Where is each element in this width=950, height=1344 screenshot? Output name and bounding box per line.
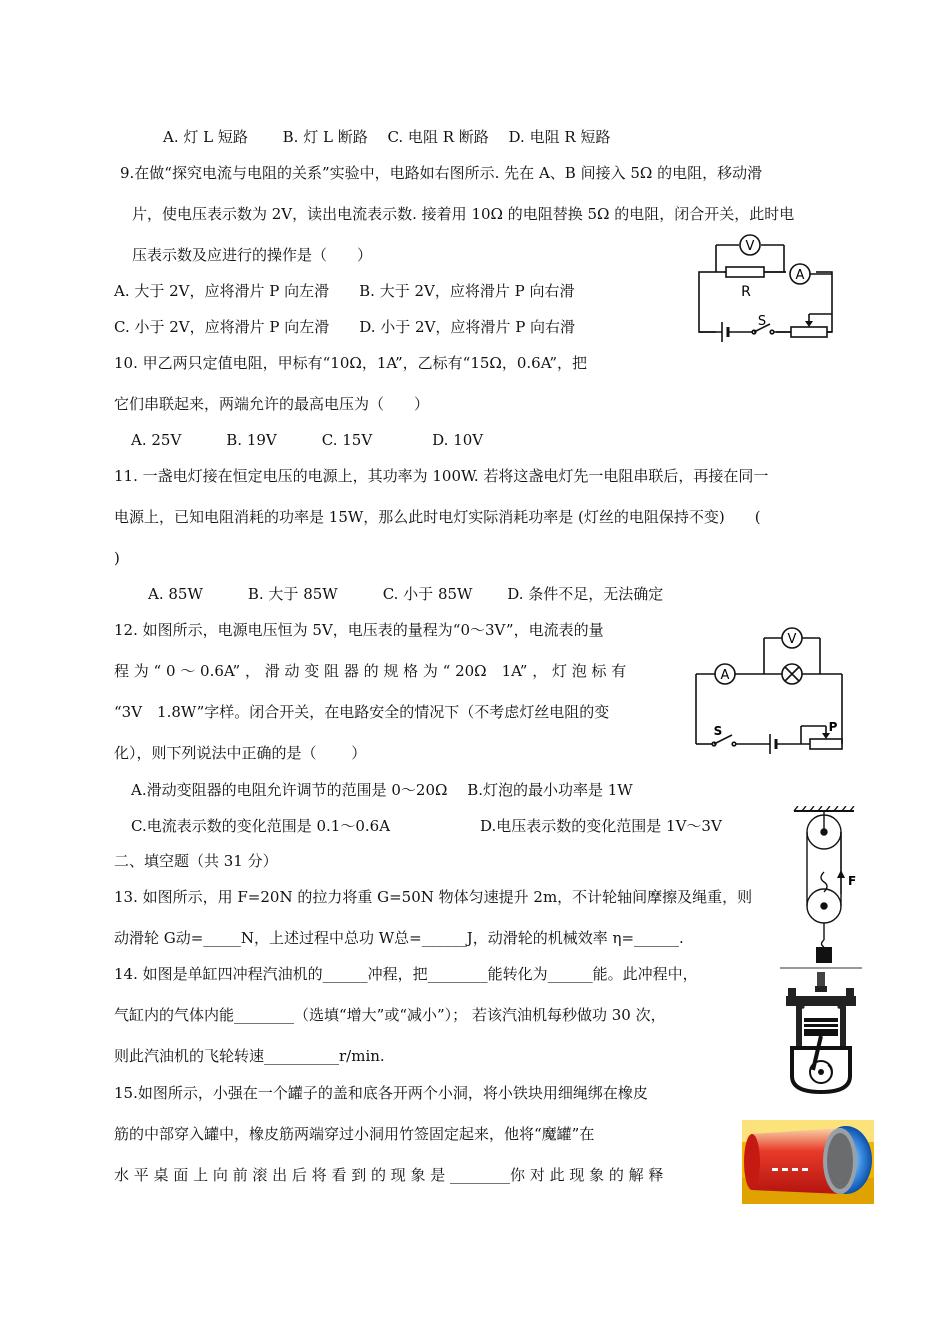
q13-force-label: F xyxy=(848,874,857,888)
q10-options: A. 25V B. 19V C. 15V D. 10V xyxy=(131,431,484,449)
q9-switch-label: S xyxy=(757,314,767,329)
q9-voltmeter-label: V xyxy=(745,239,755,254)
q14-line-2: 气缸内的气体内能________（选填“增大”或“减小”）； 若该汽油机每秒做功 30 次， xyxy=(114,1006,666,1024)
q12-switch-label: S xyxy=(713,724,723,738)
q12-line-1: 12. 如图所示，电源电压恒为 5V，电压表的量程为“0～3V”，电流表的量 xyxy=(114,621,604,639)
q12-ammeter-label: A xyxy=(720,668,730,683)
q12-slider-label: P xyxy=(828,720,838,734)
q9-line-3: 压表示数及应进行的操作是（ ） xyxy=(132,246,373,264)
q12-options-ab: A.滑动变阻器的电阻允许调节的范围是 0～20Ω B.灯泡的最小功率是 1W xyxy=(131,781,633,799)
q12-line-2: 程 为 “ 0 ～ 0.6A” ， 滑 动 变 阻 器 的 规 格 为 “ 20Ω 1A” ， 灯 泡 标 有 xyxy=(114,662,627,680)
q11-line-2: 电源上，已知电阻消耗的功率是 15W，那么此时电灯实际消耗功率是 (灯丝的电阻保持不变) ( xyxy=(114,508,761,526)
q15-line-2: 筋的中部穿入罐中，橡皮筋两端穿过小洞用竹签固定起来，他将“魔罐”在 xyxy=(114,1125,595,1143)
q9-ammeter-label: A xyxy=(795,268,805,283)
q9-circuit-diagram xyxy=(696,234,836,346)
q11-line-1: 11. 一盏电灯接在恒定电压的电源上，其功率为 100W. 若将这盏电灯先一电阻串联后，再接在同一 xyxy=(114,467,769,485)
q10-line-1: 10. 甲乙两只定值电阻，甲标有“10Ω，1A”，乙标有“15Ω，0.6A”，把 xyxy=(114,354,588,372)
q13-line-1: 13. 如图所示，用 F=20N 的拉力将重 G=50N 物体匀速提升 2m，不计轮轴间摩擦及绳重，则 xyxy=(114,888,753,906)
q12-voltmeter-label: V xyxy=(787,632,797,647)
q15-line-1: 15.如图所示，小强在一个罐子的盖和底各开两个小洞，将小铁块用细绳绑在橡皮 xyxy=(114,1084,648,1102)
q15-magic-can-picture xyxy=(742,1120,874,1204)
q8-options: A. 灯 L 短路 B. 灯 L 断路 C. 电阻 R 断路 D. 电阻 R 短路 xyxy=(163,128,611,146)
q9-resistor-label: R xyxy=(741,284,751,300)
q9-options-ab: A. 大于 2V，应将滑片 P 向左滑 B. 大于 2V，应将滑片 P 向右滑 xyxy=(114,282,575,300)
q11-line-3: ) xyxy=(114,549,120,567)
q12-line-4: 化），则下列说法中正确的是（ ） xyxy=(114,744,367,762)
q14-line-3: 则此汽油机的飞轮转速__________r/min. xyxy=(114,1047,385,1065)
q14-line-1: 14. 如图是单缸四冲程汽油机的______冲程，把________能转化为______能。此冲程中， xyxy=(114,965,698,983)
section-fill-in-title: 二、填空题（共 31 分） xyxy=(114,852,278,870)
q10-line-2: 它们串联起来，两端允许的最高电压为（ ） xyxy=(114,395,430,413)
q12-options-cd: C.电流表示数的变化范围是 0.1～0.6A D.电压表示数的变化范围是 1V～3V xyxy=(131,817,722,835)
q15-line-3: 水 平 桌 面 上 向 前 滚 出 后 将 看 到 的 现 象 是 ________你 对 此 现 象 的 解 释 xyxy=(114,1166,664,1184)
q9-line-2: 片，使电压表示数为 2V，读出电流表示数. 接着用 10Ω 的电阻替换 5Ω 的电阻，闭合开关，此时电 xyxy=(132,205,795,223)
q12-circuit-diagram xyxy=(692,622,847,754)
q13-pulley-diagram xyxy=(790,806,860,966)
q11-options: A. 85W B. 大于 85W C. 小于 85W D. 条件不足，无法确定 xyxy=(148,585,664,603)
q9-line-1: 9.在做“探究电流与电阻的关系”实验中，电路如右图所示. 先在 A、B 间接入 5Ω 的电阻，移动滑 xyxy=(120,164,763,182)
q14-engine-cylinder-diagram xyxy=(780,966,862,1094)
q12-line-3: “3V 1.8W”字样。闭合开关，在电路安全的情况下（不考虑灯丝电阻的变 xyxy=(114,703,610,721)
q13-line-2: 动滑轮 G动=_____N，上述过程中总功 W总=______J，动滑轮的机械效率 η=______. xyxy=(114,929,684,947)
q9-options-cd: C. 小于 2V，应将滑片 P 向左滑 D. 小于 2V，应将滑片 P 向右滑 xyxy=(114,318,576,336)
